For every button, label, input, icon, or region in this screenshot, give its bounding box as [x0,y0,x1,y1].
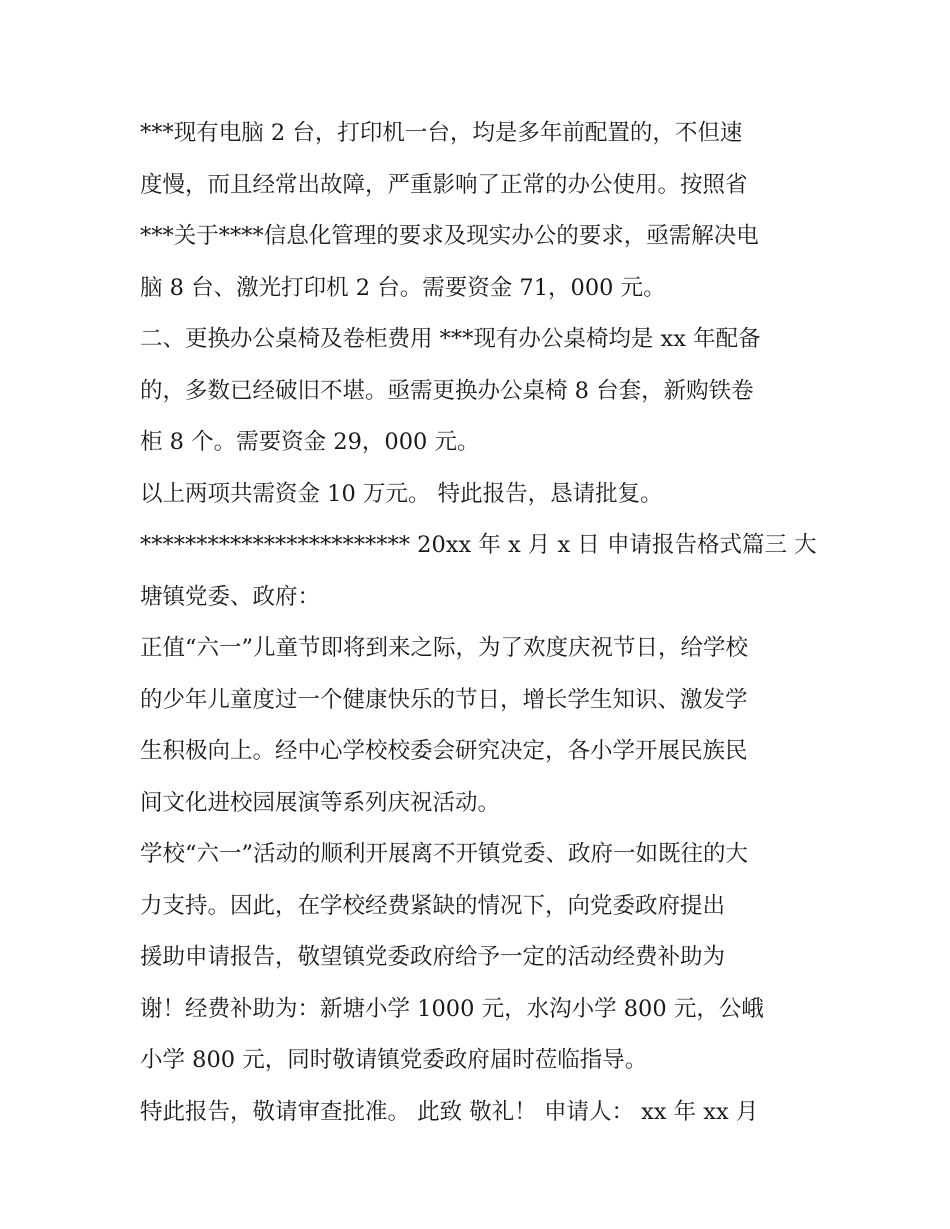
text-line: 生积极向上。经中心学校校委会研究决定，各小学开展民族民 [140,738,748,764]
text-line: 以上两项共需资金 10 万元。 特此报告，恳请批复。 [140,480,663,507]
text-line: 的，多数已经破旧不堪。亟需更换办公桌椅 8 台套，新购铁卷 [140,377,754,404]
text-line: 二、更换办公桌椅及卷柜费用 ***现有办公桌椅均是 xx 年配备 [140,326,761,352]
paragraph-furniture-request [140,314,820,469]
text-line: 正值“六一”儿童节即将到来之际，为了欢度庆祝节日，给学校 [140,635,749,661]
text-line: 援助申请报告，敬望镇党委政府给予一定的活动经费补助为 [140,944,726,970]
paragraph-total-funding [140,469,820,521]
text-line: ***现有电脑 2 台，打印机一台，均是多年前配置的，不但速 [140,120,743,146]
text-line: 柜 8 个。需要资金 29，000 元。 [140,429,480,455]
paragraph-date-and-heading [140,520,820,623]
paragraph-closing [140,1087,820,1139]
text-line: 度慢，而且经常出故障，严重影响了正常的办公使用。按照省 [140,171,748,198]
text-line: 特此报告，敬请审查批准。 此致 敬礼！ 申请人： xx 年 xx 月 [140,1098,759,1125]
text-line: 小学 800 元，同时敬请镇党委政府届时莅临指导。 [140,1047,648,1073]
text-line: 谢！经费补助为：新塘小学 1000 元，水沟小学 800 元，公峨 [140,995,764,1022]
text-line: 脑 8 台、激光打印机 2 台。需要资金 71，000 元。 [140,274,666,301]
text-line: 的少年儿童度过一个健康快乐的节日，增长学生知识、激发学 [140,686,748,713]
paragraph-funding-request [140,829,820,1087]
text-line: ************************ 20xx 年 x 月 x 日 申请报告格式篇三 大 [140,532,817,558]
text-line: 力支持。因此，在学校经费紧缺的情况下，向党委政府提出 [140,892,726,919]
text-line: 塘镇党委、政府： [140,583,321,610]
paragraph-computer-request [140,108,820,314]
text-line: ***关于****信息化管理的要求及现实办公的要求，亟需解决电 [140,223,759,249]
paragraph-childrens-day-intro [140,623,820,829]
text-line: 间文化进校园展演等系列庆祝活动。 [140,789,501,816]
text-line: 学校“六一”活动的顺利开展离不开镇党委、政府一如既往的大 [140,841,749,867]
document-body [140,108,820,1138]
